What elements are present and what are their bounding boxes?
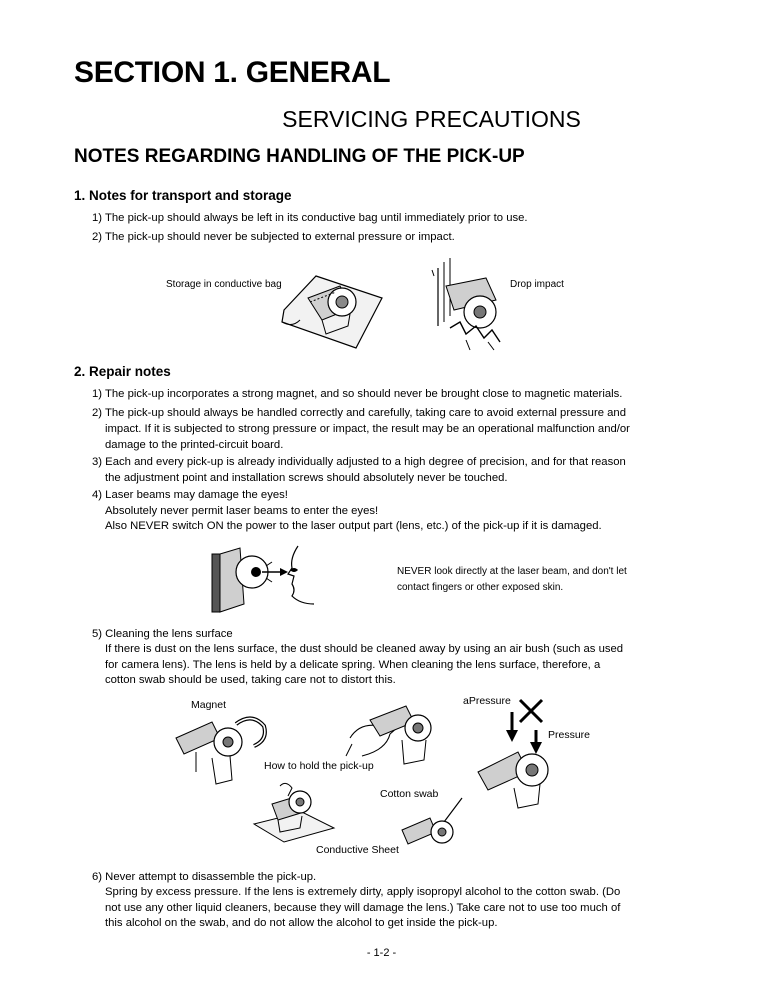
- repair-item-5-line-3: for camera lens). The lens is held by a delicate spring. When cleaning the lens surface, therefore, a: [105, 659, 601, 671]
- repair-item-6-line-2: Spring by excess pressure. If the lens is extremely dirty, apply isopropyl alcohol to the cotton swab. (Do: [105, 886, 621, 898]
- repair-item-6-line-1: 6) Never attempt to disassemble the pick-up.: [92, 871, 317, 883]
- repair-item-3-line-2: the adjustment point and installation screws should absolutely never be touched.: [105, 472, 508, 484]
- pressure-illustration: [470, 696, 580, 812]
- section-title: SECTION 1. GENERAL: [74, 56, 391, 89]
- label-storage-bag: Storage in conductive bag: [166, 279, 282, 290]
- transport-heading: 1. Notes for transport and storage: [74, 188, 292, 203]
- handling-heading: NOTES REGARDING HANDLING OF THE PICK-UP: [74, 146, 525, 167]
- hold-pickup-illustration: [340, 700, 450, 770]
- repair-item-4-line-2: Absolutely never permit laser beams to enter the eyes!: [105, 505, 379, 517]
- label-a-pressure: aPressure: [463, 695, 511, 707]
- repair-heading: 2. Repair notes: [74, 364, 171, 379]
- label-pressure: Pressure: [548, 729, 591, 741]
- label-magnet: Magnet: [191, 699, 227, 711]
- repair-item-5-line-1: 5) Cleaning the lens surface: [92, 628, 233, 640]
- repair-item-5-line-4: cotton swab should be used, taking care not to distort this.: [105, 674, 396, 686]
- repair-item-2-line-1: 2) The pick-up should always be handled correctly and carefully, taking care to avoid external pressure and: [92, 407, 626, 419]
- repair-item-6-line-3: not use any other liquid cleaners, because they will damage the lens.) Take care not to use too much of: [105, 902, 621, 914]
- laser-warning-line-2: contact fingers or other exposed skin.: [397, 582, 564, 593]
- laser-eye-illustration: [210, 544, 320, 616]
- transport-item-1: 1) The pick-up should always be left in its conductive bag until immediately prior to use.: [92, 212, 528, 224]
- label-how-to-hold: How to hold the pick-up: [264, 760, 374, 772]
- label-drop-impact: Drop impact: [510, 279, 564, 290]
- repair-item-3-line-1: 3) Each and every pick-up is already individually adjusted to a high degree of precision, and for that reason: [92, 456, 626, 468]
- repair-item-5-line-2: If there is dust on the lens surface, the dust should be cleaned away by using an air bush (such as used: [105, 643, 624, 655]
- repair-item-2-line-3: damage to the printed-circuit board.: [105, 439, 284, 451]
- repair-item-6-line-4: this alcohol on the swab, and do not allow the alcohol to get inside the pick-up.: [105, 917, 498, 929]
- repair-item-4-line-1: 4) Laser beams may damage the eyes!: [92, 489, 288, 501]
- repair-item-4-line-3: Also NEVER switch ON the power to the laser output part (lens, etc.) of the pick-up if it is damaged.: [105, 520, 602, 532]
- storage-bag-illustration: [278, 268, 388, 350]
- repair-item-1: 1) The pick-up incorporates a strong magnet, and so should never be brought close to magnetic materials.: [92, 388, 623, 400]
- cotton-swab-illustration: [398, 796, 468, 852]
- drop-impact-illustration: [430, 256, 510, 352]
- repair-item-2-line-2: impact. If it is subjected to strong pressure or impact, the result may be an operational malfunction and/or: [105, 423, 630, 435]
- label-conductive-sheet: Conductive Sheet: [316, 844, 399, 856]
- page-number: - 1-2 -: [366, 947, 397, 959]
- laser-warning-line-1: NEVER look directly at the laser beam, and don't let: [397, 566, 627, 577]
- conductive-sheet-illustration: [250, 776, 340, 846]
- page-subtitle: SERVICING PRECAUTIONS: [282, 106, 581, 132]
- transport-item-2: 2) The pick-up should never be subjected to external pressure or impact.: [92, 231, 455, 243]
- label-cotton-swab: Cotton swab: [380, 788, 439, 800]
